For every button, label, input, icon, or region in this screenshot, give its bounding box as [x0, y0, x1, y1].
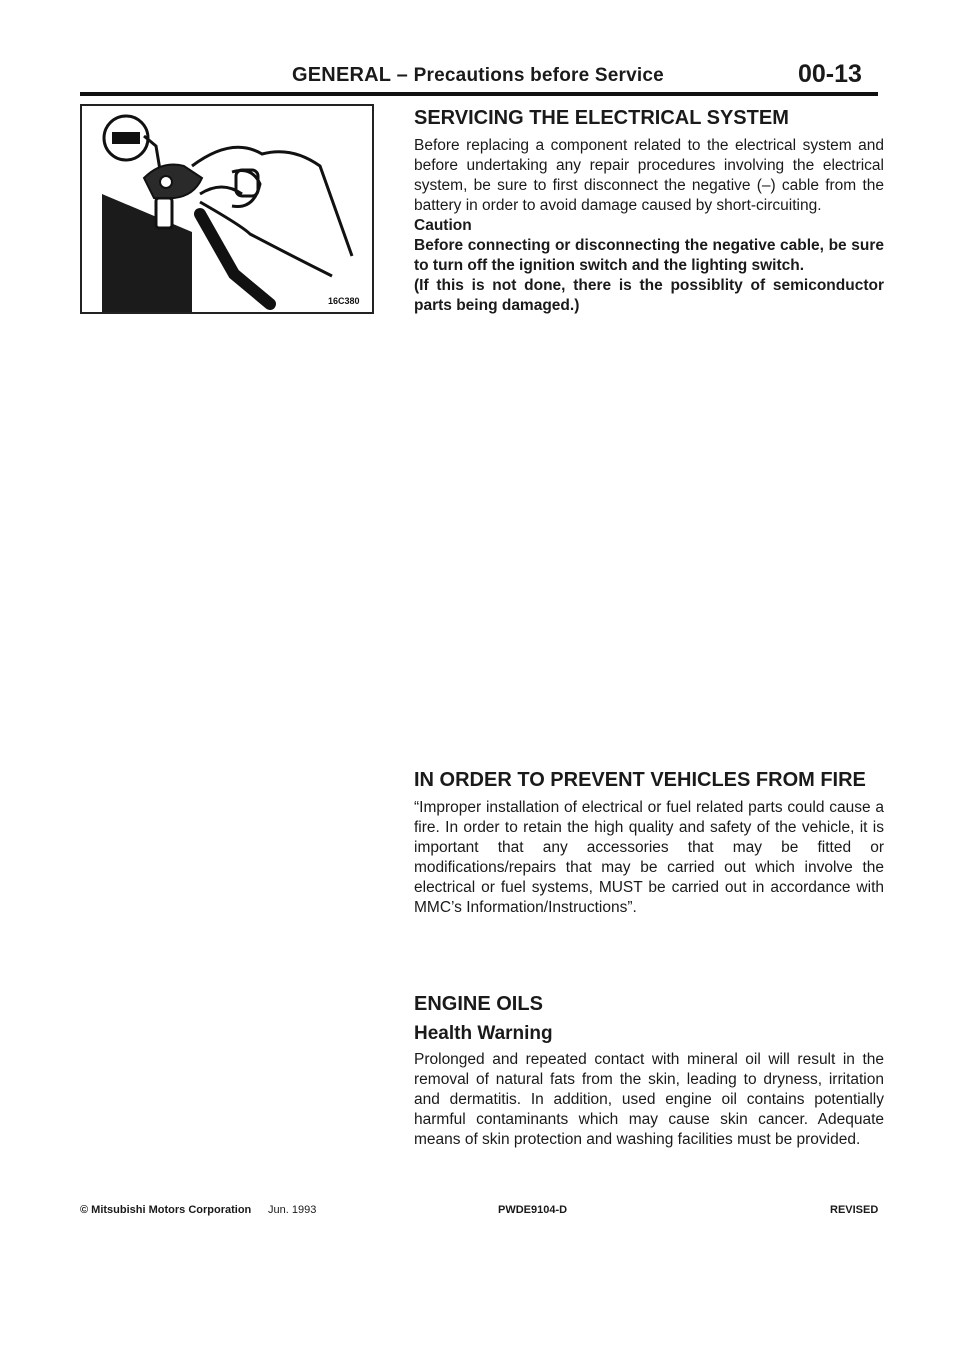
page-title — [292, 64, 664, 87]
footer-date: Jun. 1993 — [268, 1204, 317, 1216]
figure-code: 16C380 — [328, 296, 360, 306]
section-heading-fire: IN ORDER TO PREVENT VEHICLES FROM FIRE — [414, 769, 866, 791]
section-heading-electrical: SERVICING THE ELECTRICAL SYSTEM — [414, 107, 789, 129]
electrical-body: Before replacing a component related to the electrical system and before undertaking any repair procedures involving the electrical system, be sure to first disconnect the negative (–) cable from the battery in order to avoid damage caused by short-circuiting. — [414, 137, 884, 214]
header-rule — [80, 92, 878, 96]
section-oils — [414, 992, 884, 1150]
title-separator: – — [390, 64, 414, 86]
section-fire — [414, 768, 884, 918]
caution-text: Before connecting or disconnecting the negative cable, be sure to turn off the ignition switch and the lighting switch. — [414, 237, 884, 274]
clamp-bolt — [160, 176, 172, 188]
battery-body — [102, 194, 192, 312]
footer-status: REVISED — [830, 1204, 879, 1216]
section-electrical — [414, 106, 884, 316]
section-heading-oils: ENGINE OILS — [414, 993, 543, 1015]
fire-body: “Improper installation of electrical or fuel related parts could cause a fire. In order to retain the high quality and safety of the vehicle, it is important that any accessories that may be fitted or modifications/repairs that may be carried out which involve the electrical or fuel systems, MUST be carried out in accordance with MMC’s Information/Instructions”. — [414, 799, 884, 916]
subheading-health-warning: Health Warning — [414, 1023, 553, 1044]
footer-doc-code: PWDE9104-D — [498, 1204, 568, 1216]
chapter-title: GENERAL — [292, 64, 391, 86]
cable-clamp — [144, 165, 202, 199]
minus-sign — [112, 132, 140, 144]
footer-copyright: © Mitsubishi Motors Corporation — [80, 1204, 252, 1216]
caution-label: Caution — [414, 217, 472, 234]
oils-body: Prolonged and repeated contact with mineral oil will result in the removal of natural fats from the skin, leading to dryness, irritation and dermatitis. In addition, used engine oil contains potentially harmful contaminants which may cause skin cancer. Adequate means of skin protection and washing facilities must be provided. — [414, 1051, 884, 1148]
battery-post — [156, 198, 172, 228]
page-number: 00-13 — [798, 60, 862, 88]
caution-note: (If this is not done, there is the possiblity of semiconductor parts being damaged.) — [414, 277, 884, 314]
battery-cable — [200, 214, 270, 304]
battery-disconnect-illustration — [82, 106, 372, 312]
section-title: Precautions before Service — [413, 65, 664, 86]
battery-terminal-figure — [80, 104, 374, 314]
